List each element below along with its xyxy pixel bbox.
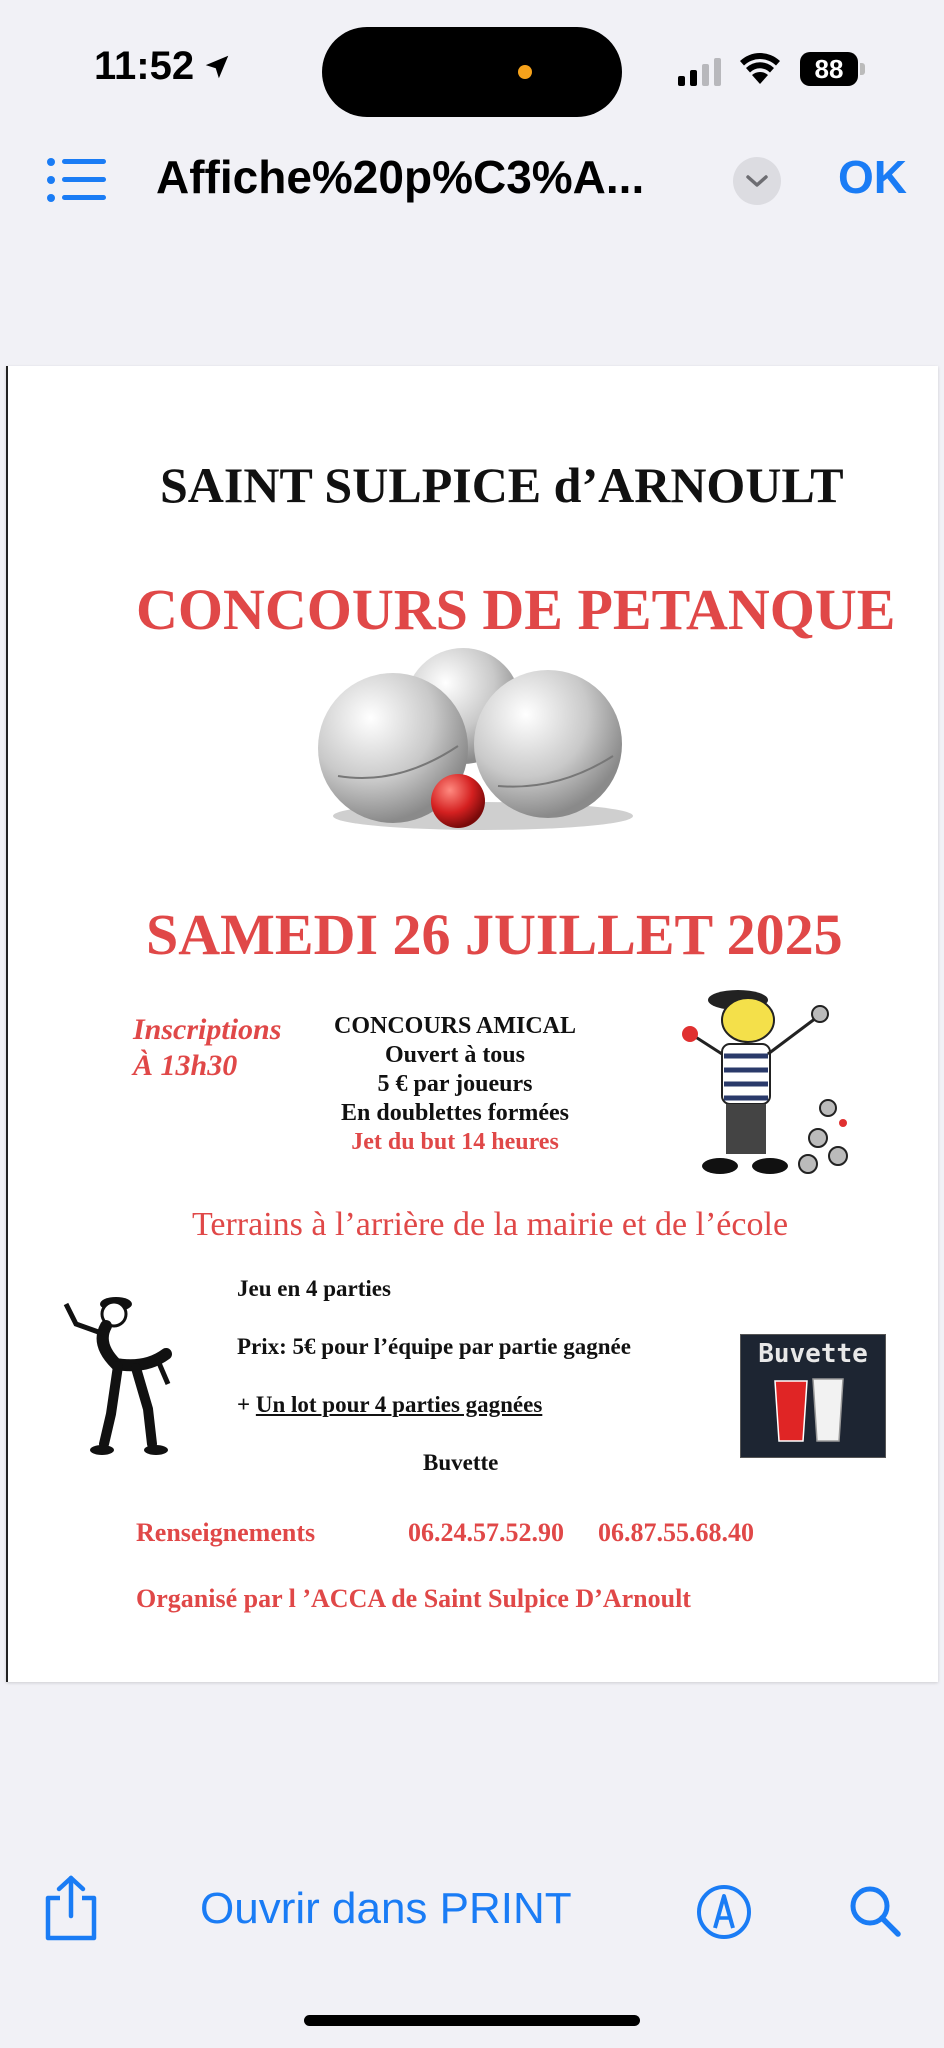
detail-line: En doublettes formées <box>341 1100 569 1126</box>
poster-phone-1: 06.24.57.52.90 <box>408 1518 564 1547</box>
share-icon[interactable] <box>42 1874 100 1942</box>
chevron-down-icon <box>745 173 769 189</box>
document-page[interactable] <box>6 366 938 1682</box>
poster-renseignements: Renseignements <box>136 1518 316 1547</box>
jet-du-but: Jet du but 14 heures <box>351 1129 559 1155</box>
privacy-indicator-icon <box>518 65 532 79</box>
detail-line: 5 € par joueurs <box>377 1071 533 1097</box>
wifi-icon <box>738 50 782 86</box>
poster-buvette: Buvette <box>423 1450 499 1475</box>
buvette-sign-text: Buvette <box>758 1339 868 1369</box>
poster-organiser: Organisé par l ’ACCA de Saint Sulpice D’Arnoult <box>136 1584 691 1613</box>
poster-town: SAINT SULPICE d’ARNOULT <box>160 457 844 513</box>
open-in-print-button[interactable]: Ouvrir dans PRINT <box>200 1884 572 1933</box>
dynamic-island <box>322 27 622 117</box>
poster-terrains: Terrains à l’arrière de la mairie et de l’école <box>192 1206 789 1243</box>
poster-prix: Prix: 5€ pour l’équipe par partie gagnée <box>237 1334 631 1359</box>
cups-icon <box>741 1369 887 1449</box>
buvette-image <box>740 1334 886 1458</box>
poster-date: SAMEDI 26 JUILLET 2025 <box>146 902 843 967</box>
player-silhouette-image <box>56 1284 196 1464</box>
poster-contest-title: CONCOURS DE PETANQUE <box>136 577 896 642</box>
poster-contest-details <box>280 1012 630 1157</box>
status-time <box>94 44 232 89</box>
poster-lot <box>237 1392 542 1418</box>
location-arrow-icon <box>202 52 232 82</box>
player-cartoon-image <box>678 978 858 1188</box>
detail-line: Ouvert à tous <box>385 1042 525 1068</box>
search-icon[interactable] <box>848 1884 902 1938</box>
lot-text: Un lot pour 4 parties gagnées <box>255 1392 543 1417</box>
cellular-signal-icon <box>678 56 721 86</box>
battery-level: 88 <box>814 53 844 84</box>
document-title[interactable]: Affiche%20p%C3%A... <box>156 151 645 203</box>
inscriptions-line1: Inscriptions <box>133 1013 282 1046</box>
inscriptions-line2: À 13h30 <box>133 1049 238 1082</box>
detail-line: CONCOURS AMICAL <box>333 1013 576 1039</box>
poster-phone-2: 06.87.55.68.40 <box>598 1518 754 1547</box>
home-indicator[interactable] <box>304 2015 640 2026</box>
status-time-text: 11:52 <box>94 44 195 88</box>
markup-icon[interactable] <box>696 1884 752 1940</box>
lot-prefix: + <box>237 1392 256 1417</box>
list-icon[interactable] <box>46 156 106 204</box>
battery-tip <box>860 63 865 75</box>
ok-button[interactable]: OK <box>838 151 907 203</box>
title-menu-button[interactable] <box>733 157 781 205</box>
poster-jeu: Jeu en 4 parties <box>237 1276 391 1301</box>
petanque-balls-image <box>308 636 648 836</box>
poster-inscriptions <box>133 1012 281 1084</box>
battery-icon <box>800 52 858 86</box>
